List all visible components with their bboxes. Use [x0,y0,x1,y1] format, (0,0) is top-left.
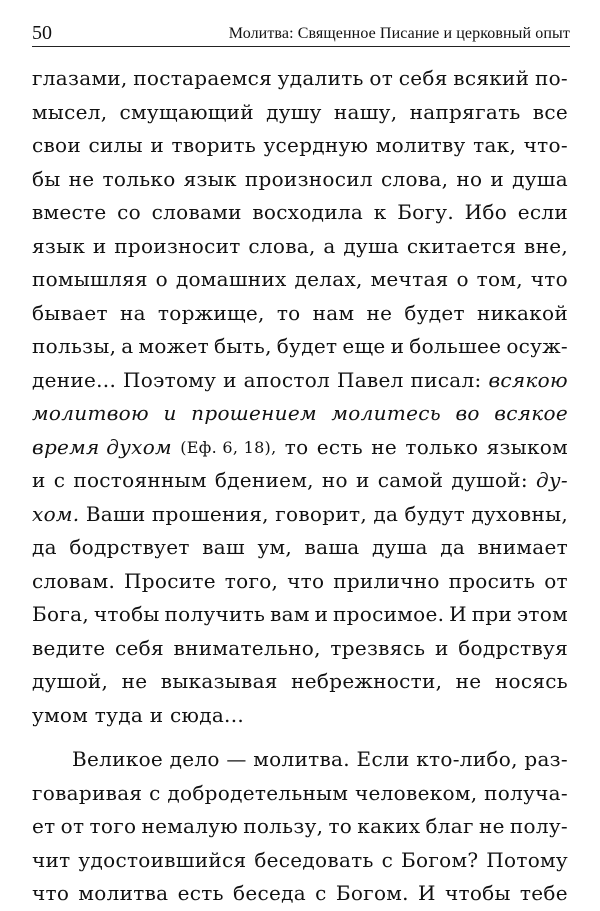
word: может [138,334,209,358]
word: и [434,635,449,660]
word: и [163,401,177,425]
word: чтобы [93,602,160,626]
word: ведите [32,635,106,660]
text-line [32,699,568,733]
text-line [32,230,568,264]
word: а [323,233,336,258]
word: языком [486,434,568,459]
word: бодрствуя [458,635,568,660]
word: помышляя [32,267,148,291]
word: и [314,602,329,626]
word: И [449,602,467,626]
word: творить [171,133,257,157]
word: да [440,535,466,559]
word: к [373,200,387,224]
word: осуж- [506,334,568,358]
word: с [381,847,394,872]
word: том, [476,267,523,291]
word: нашу, [333,99,398,124]
text-line [32,129,568,163]
word: есть [316,434,363,459]
word: то [276,300,301,325]
text-line [32,297,568,331]
word: глазами, [32,66,128,90]
word: быть, [213,334,272,358]
word: только [102,166,176,191]
text-line [32,364,568,398]
word: Богу. [397,200,455,224]
word: что- [523,133,568,157]
word: а [121,334,134,358]
running-header [32,20,570,47]
page-number: 50 [32,22,52,44]
text-line [32,431,568,465]
word: И [418,881,436,905]
word: будет [276,334,338,358]
word: молитва [78,881,169,905]
word: слова, [380,166,449,191]
word: слова, [248,233,316,258]
text-line [32,62,568,96]
text-line [32,464,568,498]
word: чит [32,847,71,872]
word: Богом. [335,881,409,905]
word: напрягать [409,99,521,124]
word: Павел [336,367,404,392]
word: домашних [175,267,287,291]
text-line [32,743,568,777]
word: время духом [32,434,172,459]
word: все [532,99,568,124]
word: да [32,535,57,559]
word: того, [224,568,279,593]
text-line [32,632,568,666]
word: мечтая [370,267,449,291]
word: бдением, [214,468,314,492]
word: то [328,814,353,838]
word: если [517,200,568,224]
word: восходила [252,200,364,224]
word: — [226,747,247,771]
word: выказывая [160,669,278,693]
word: бодрствует [69,535,190,559]
word: Ваши [85,501,146,526]
word: смущающий [119,99,254,124]
word: словам. [32,568,116,593]
word: того [89,814,137,838]
word: молитесь [331,401,441,425]
text-line [32,96,568,130]
word: Потому [486,847,568,872]
word: не [455,669,482,693]
word: и [150,133,164,157]
text-line [32,330,568,364]
text-line [32,844,568,878]
word: со [117,200,142,224]
word: есть [177,881,224,905]
word: о [456,267,469,291]
word: Поэтому [123,367,217,392]
word: свои [32,133,82,157]
word: внимает [477,535,568,559]
word: этом [516,602,568,626]
word: вместе [32,200,107,224]
word: дение... [32,367,117,392]
word: ду- [536,468,568,492]
word: от [544,568,568,593]
word: что [530,267,568,291]
word: просить [448,568,536,593]
word: не [371,434,398,459]
word: апостол [243,367,331,392]
word: с [149,780,161,805]
word: бы [32,166,61,191]
word: прошения, [151,501,269,526]
word: душа [512,166,568,191]
word: прилично [333,568,440,593]
word: чтобы [444,881,511,905]
word: Богом? [401,847,479,872]
text-line [32,498,568,532]
word: душой: [451,468,528,492]
word: человеком, [355,780,478,805]
word: язык [183,166,237,191]
word: получа- [484,780,568,805]
word: получить [164,602,266,626]
word: ваша [304,535,360,559]
word: но [321,468,348,492]
word: дело [169,747,220,771]
word: мысел, [32,99,108,124]
word: усердную [263,133,369,157]
word: от [60,814,85,838]
word: то [284,434,309,459]
word: пользы, [32,334,117,358]
word: (Еф. 6, 18), [180,437,277,457]
text-line [32,263,568,297]
word: трезвясь [330,635,426,660]
word: и [355,468,370,492]
word: никакой [476,300,568,325]
word: молитва. [253,747,350,771]
word: но [456,166,483,191]
word: на [119,300,146,325]
word: себя [398,66,448,90]
word: так, [473,133,517,157]
word: ет [32,814,56,838]
word: внимательно, [173,635,321,660]
word: тебе [519,881,568,905]
word: произносил [244,166,373,191]
word: молитву [375,133,466,157]
word: Великое [72,747,164,771]
word: самой [377,468,444,492]
word: беседа [232,881,306,905]
word: и [92,233,107,258]
word: да [373,501,399,526]
word: душа [343,233,400,258]
running-title: Молитва: Священное Писание и церковный опыт [228,25,570,42]
word: постоянным [73,468,207,492]
word: духовны, [471,501,568,526]
word: просимое. [333,602,445,626]
word: прошением [191,401,317,425]
text-line [32,397,568,431]
word: ум, [257,535,293,559]
word: Бога, [32,602,89,626]
word: умом туда и сюда... [32,702,245,727]
word: Просите [124,568,216,593]
word: хом. [32,501,80,526]
word: беседовать [254,847,374,872]
word: что [287,568,325,593]
text-line [32,163,568,197]
word: Если [356,747,410,771]
word: произносит [114,233,241,258]
word: носясь [494,669,568,693]
text-line [32,810,568,844]
text-line [32,565,568,599]
word: душой, [32,669,109,693]
text-line [32,877,568,911]
word: и [223,367,237,392]
word: только [405,434,479,459]
text-line [32,196,568,230]
word: торжище, [157,300,265,325]
word: и [490,166,505,191]
word: не [68,166,95,191]
word: не [366,300,393,325]
word: ваш [202,535,245,559]
word: писал: [410,367,482,392]
word: будут [404,501,465,526]
word: немалую [141,814,239,838]
word: кто-либо, [416,747,518,771]
word: и [32,468,46,492]
word: большее [409,334,502,358]
word: от [369,66,394,90]
word: душу [266,99,322,124]
word: полу- [509,814,568,838]
word: не [121,669,148,693]
word: и [390,334,405,358]
word: что [32,881,70,905]
text-line [32,665,568,699]
word: говорит, [275,501,367,526]
page-body [32,62,568,911]
word: делах, [294,267,363,291]
word: говаривая [32,780,143,805]
word: словами [151,200,242,224]
text-line [32,531,568,565]
word: еще [342,334,386,358]
word: всякою [488,367,568,392]
word: нам [312,300,355,325]
word: себя [115,635,164,660]
word: всякое [494,401,568,425]
word: каких [357,814,421,838]
word: благ [425,814,474,838]
word: удостоившийся [78,847,247,872]
word: о [155,267,168,291]
word: душа [371,535,428,559]
word: вне, [524,233,568,258]
word: всякий [453,66,530,90]
word: язык [32,233,86,258]
word: при [471,602,513,626]
word: удалить [277,66,364,90]
text-line [32,598,568,632]
word: молитвою [32,401,149,425]
word: бывает [32,300,108,325]
word: добродетельным [167,780,349,805]
word: раз- [524,747,568,771]
word: скитается [406,233,517,258]
word: будет [404,300,465,325]
word: постараемся [133,66,273,90]
word: Ибо [464,200,508,224]
word: пользу, [243,814,324,838]
text-line [32,777,568,811]
word: с [53,468,66,492]
word: во [455,401,480,425]
word: небрежности, [291,669,443,693]
word: силы [88,133,143,157]
word: вам [270,602,310,626]
word: по- [534,66,568,90]
word: с [315,881,327,905]
word: не [478,814,505,838]
